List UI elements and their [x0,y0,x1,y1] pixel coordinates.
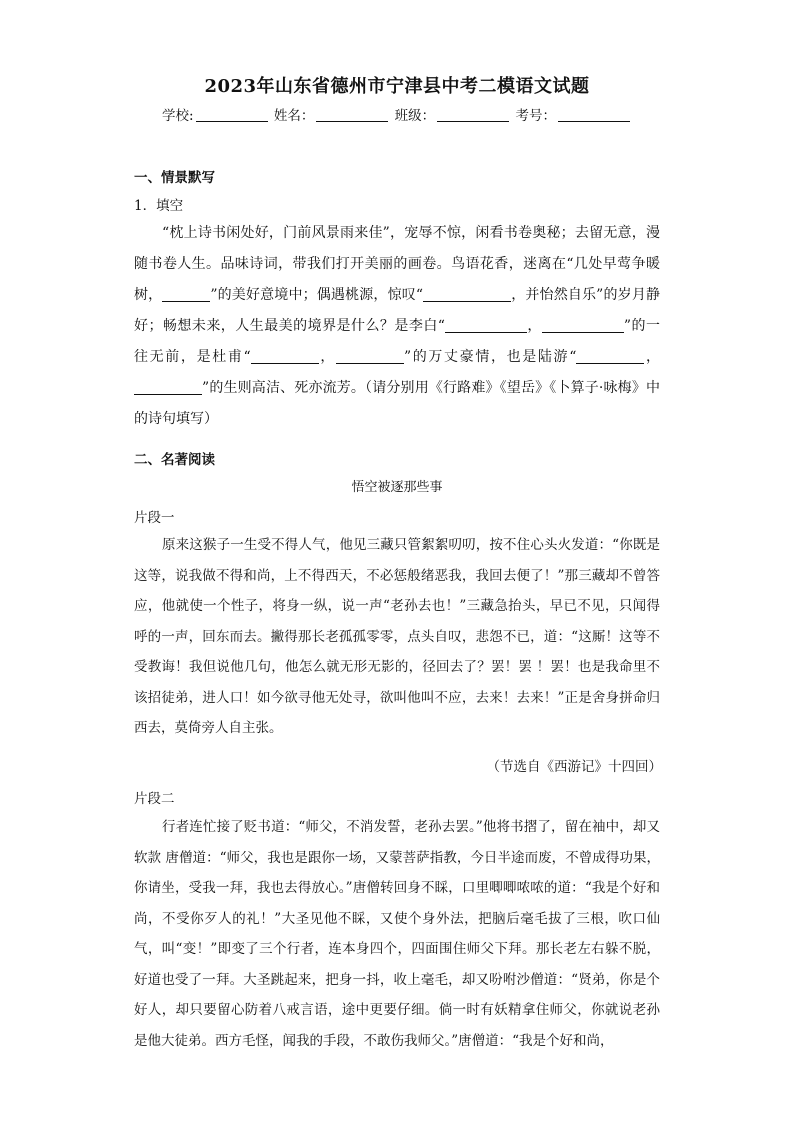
student-info-line [0,104,794,124]
class-blank[interactable] [437,109,509,122]
q1-text-part-8: ， [644,349,661,365]
name-label: 姓名： [273,108,315,124]
number-blank[interactable] [558,109,630,122]
q1-text-part-6: ， [318,349,336,365]
fragment-2-text: 行者连忙接了贬书道：“师父，不消发誓，老孙去罢。”他将书摺了，留在袖中，却又软款 唐僧道：“师父，我也是跟你一场，又蒙菩萨指教，今日半途而废，不曾成得功果，你请坐，受我一拜，我也去得放心。”唐僧转回身不睬，口里唧唧哝哝的道：“我是个好和尚，不受你歹人的礼！”大圣见他不睬，又使个身外法，把脑后毫毛拔了三根，吹口仙气，叫“变！”即变了三个行者，连本身四个，四面围住师父下拜。那长老左右躲不脱，好道也受了一拜。大圣跳起来，把身一抖，收上毫毛，却又吩咐沙僧道：“贤弟，你是个好人，却只要留心防着八戒言语，途中更要仔细。倘一时有妖精拿住师父，你就说老孙是他大徒弟。西方毛怪，闻我的手段，不敢伤我师父。”唐僧道：“我是个好和尚， [134,819,660,1049]
fill-blank-7[interactable] [576,349,644,364]
fill-blank-2[interactable] [423,287,511,302]
question-1-label: 1．填空 [134,198,184,214]
q1-text-part-7: ”的万丈豪情，也是陆游“ [403,349,577,365]
fragment-1-text: 原来这猴子一生受不得人气，他见三藏只管絮絮叨叨，按不住心头火发道：“你既是这等，说我做不得和尚，上不得西天，不必惩般绪恶我，我回去便了！”那三藏却不曾答应，他就使一个性子，将身一纵，说一声“老孙去也！”三藏急抬头，早已不见，只闻得呼的一声，回东而去。撇得那长老孤孤零零，点头自叹，悲怨不已，道：“这厮！这等不受教诲！我但说他几句，他怎么就无形无影的，径回去了？罢！罢 ！罢！也是我命里不该招徒弟，进人口！如今欲寻他无处寻，欲叫他叫不应，去来！去来！”正是舍身拼命归西去，莫倚旁人自主张。 [134,537,660,736]
class-label: 班级： [394,108,436,124]
article-title: 悟空被逐那些事 [351,480,443,495]
fill-blank-5[interactable] [251,349,319,364]
school-label: 学校: [162,108,194,124]
number-label: 考号： [515,108,556,124]
fragment-2-label: 片段二 [134,791,175,807]
section-heading-2: 二、名著阅读 [134,452,215,468]
exam-title: 2023年山东省德州市宁津县中考二模语文试题 [204,76,590,97]
q1-text-part-4: ， [526,318,542,334]
q1-text-part-5: ”的一往无前，是杜甫“ [134,318,660,365]
name-blank[interactable] [316,109,388,122]
school-blank[interactable] [196,109,268,122]
question-1-text [134,218,660,435]
q1-text-part-1: “枕上诗书闲处好，门前风景雨来佳”，宠辱不惊，闲看书卷奥秘；去留无意，漫随书卷人生。品味诗词，带我们打开美丽的画卷。鸟语花香，迷离在“几处早莺争暖树， [134,225,660,303]
fill-blank-1[interactable] [162,287,210,302]
fill-blank-8[interactable] [134,380,202,395]
fill-blank-3[interactable] [445,318,527,333]
fragment-1-label: 片段一 [134,510,175,526]
q1-text-part-3: ，并怡然自乐”的岁月静好；畅想未来，人生最美的境界是什么？是李白“ [134,287,660,334]
fill-blank-4[interactable] [542,318,624,333]
q1-text-part-9: ”的生则高洁、死亦流芳。（请分别用《行路难》《望岳》《卜算子·咏梅》中的诗句填写） [134,380,660,427]
fill-blank-6[interactable] [336,349,404,364]
section-heading-1: 一、情景默写 [134,170,215,186]
q1-text-part-2: ”的美好意境中；偶遇桃源，惊叹“ [210,287,424,303]
fragment-1-source: （节选自《西游记》十四回） [486,759,662,775]
